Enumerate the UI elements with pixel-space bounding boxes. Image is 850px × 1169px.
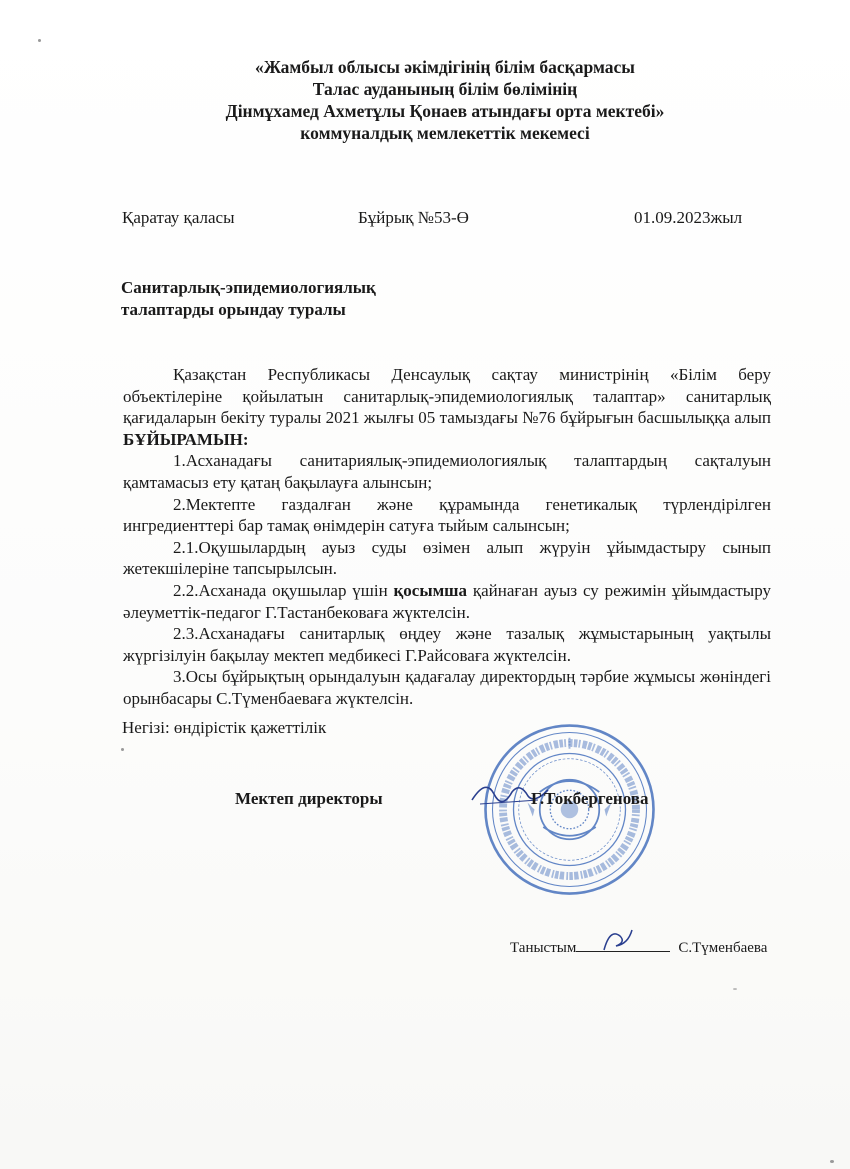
title-line-1: Санитарлық-эпидемиологиялық	[121, 278, 376, 297]
scan-speck	[830, 1160, 834, 1163]
title-line-2: талаптарды орындау туралы	[121, 300, 346, 319]
ack-label: Таныстым	[510, 940, 577, 956]
item-2: 2.Мектепте газдалған және құрамында генетикалық түрлендірілген ингредиенттері бар тамақ өнімдерін сатуға тыйым салынсын;	[123, 494, 771, 536]
item-2-2	[123, 580, 771, 623]
city-label: Қаратау қаласы	[122, 208, 235, 227]
intro-command: БҰЙЫРАМЫН:	[123, 429, 249, 449]
ack-name: С.Түменбаева	[678, 940, 768, 956]
acknowledgement	[510, 939, 767, 957]
intro-text: Қазақстан Республикасы Денсаулық сақтау министрінің «Білім беру объектілеріне қойылатын санитарлық-эпидемиологиялық талаптар» санитарлық қағидаларын бекіту туралы 2021 жылғы 05 тамыздағы №76 бұйрығын басшылыққа алып	[123, 365, 771, 428]
director-name: Г.Токбергенова	[531, 789, 649, 808]
item-2-2-post: қайнаған ауыз су режимін ұйымдастыру әлеуметтік-педагог Г.Тастанбековаға жүктелсін.	[123, 580, 771, 622]
scan-speck	[38, 39, 41, 42]
scan-speck	[733, 988, 737, 990]
item-2-2-pre: 2.2.Асханада оқушылар үшін	[173, 580, 394, 600]
item-2-2-bold: қосымша	[393, 580, 468, 600]
scan-speck	[121, 748, 124, 751]
header-line-1: «Жамбыл облысы әкімдігінің білім басқармасы	[255, 57, 635, 77]
item-1: 1.Асханадағы санитариялық-эпидемиологиялық талаптардың сақталуын қамтамасыз ету қатаң бақылауға алынсын;	[123, 451, 771, 492]
item-2-1: 2.1.Оқушылардың ауыз суды өзімен алып жүруін ұйымдастыру сынып жетекшілеріне тапсырылсын.	[123, 537, 771, 579]
item-2-3: 2.3.Асханадағы санитарлық өңдеу және тазалық жұмыстарының уақтылы жүргізілуін бақылау мектеп медбикесі Г.Райсоваға жүктелсін.	[123, 624, 771, 665]
header-line-2: Талас ауданының білім бөлімінің	[312, 79, 578, 99]
intro-paragraph	[123, 364, 771, 450]
ack-signature-icon	[598, 922, 638, 956]
item-3: 3.Осы бұйрықтың орындалуын қадағалау директордың тәрбие жұмысы жөніндегі орынбасары С.Түменбаеваға жүктелсін.	[123, 667, 771, 708]
order-number: Бұйрық №53-Ө	[358, 208, 469, 227]
document-body	[123, 364, 771, 710]
basis-line: Негізі: өндірістік қажеттілік	[122, 718, 327, 737]
document-title	[121, 277, 376, 321]
header-line-4: коммуналдық мемлекеттік мекемесі	[300, 123, 590, 143]
director-role: Мектеп директоры	[235, 789, 383, 808]
header-line-3: Дінмұхамед Ахметұлы Қонаев атындағы орта мектебі»	[225, 101, 665, 121]
order-date: 01.09.2023жыл	[634, 208, 743, 227]
document-header	[120, 56, 770, 144]
